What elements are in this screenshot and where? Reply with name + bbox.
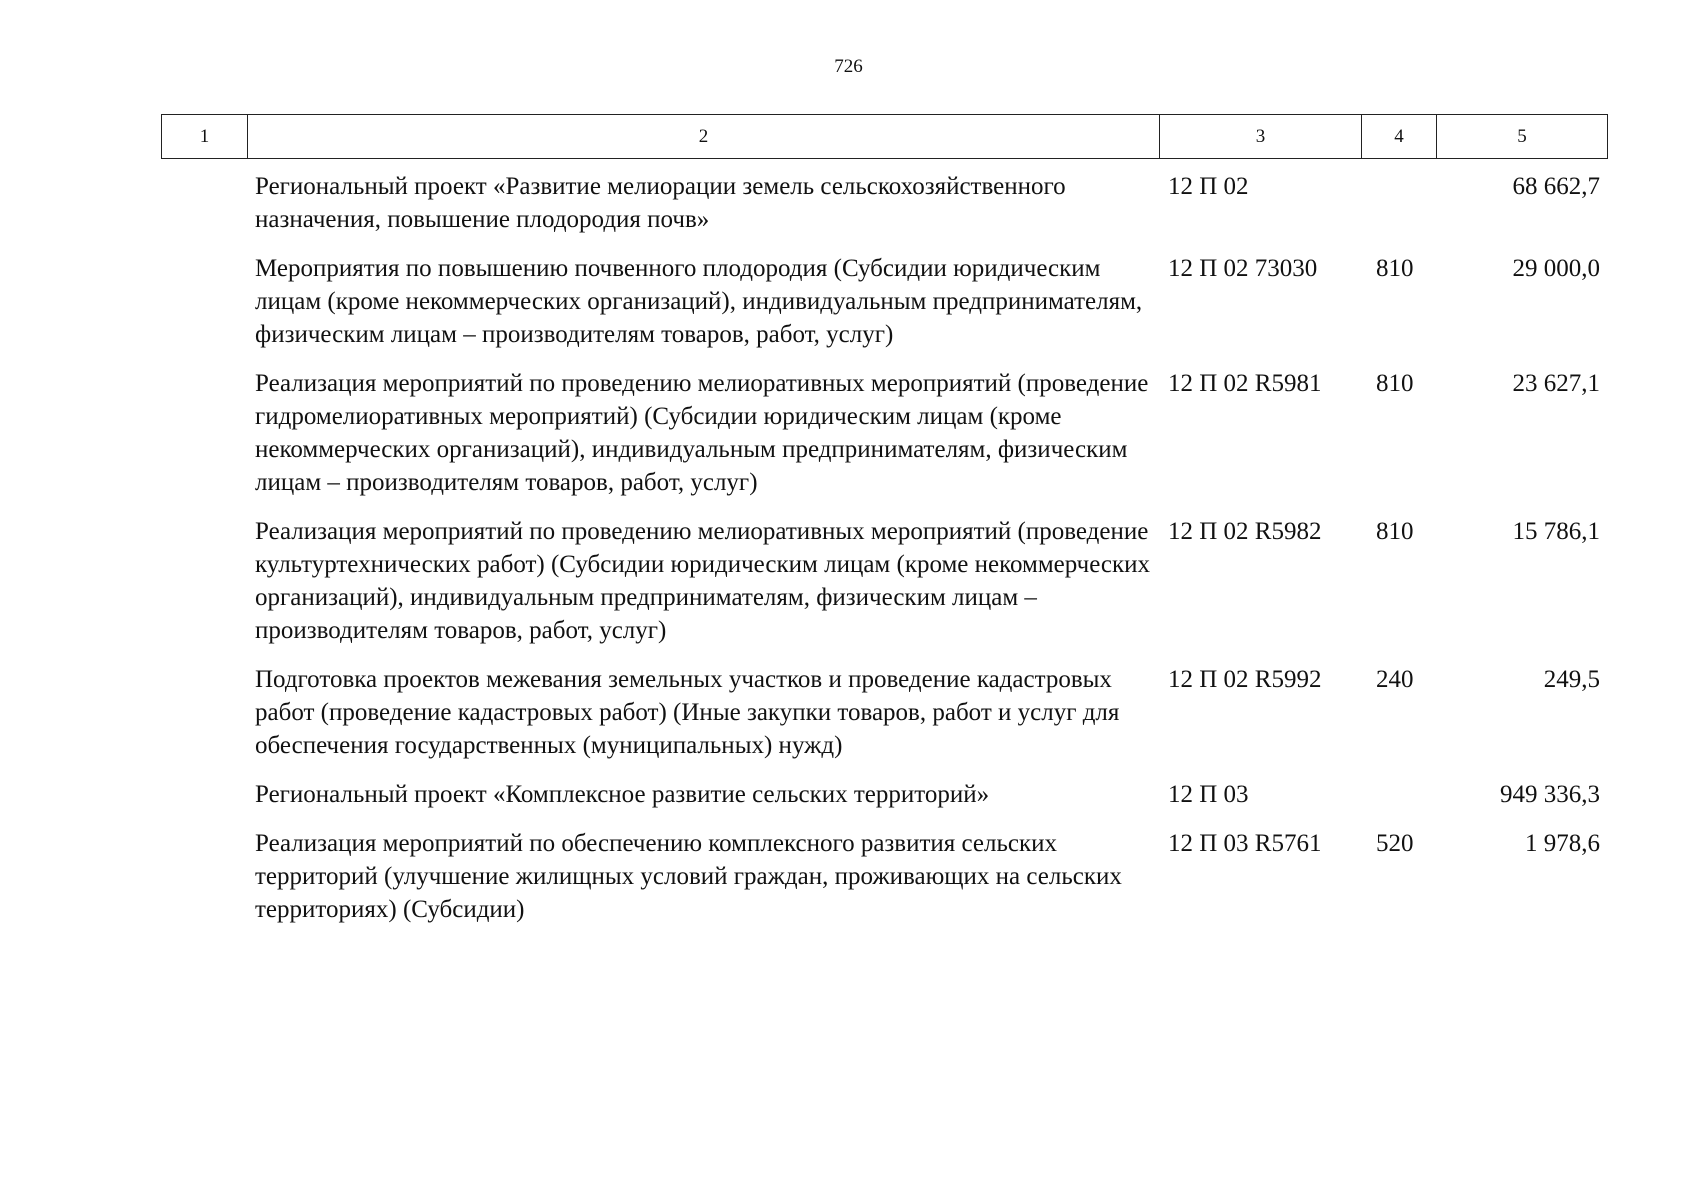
page-number: 726 [834, 56, 863, 77]
row-type: 810 [1376, 518, 1414, 545]
table-row [161, 252, 1608, 351]
row-amount: 23 627,1 [1512, 370, 1600, 397]
header-col-5: 5 [1436, 115, 1608, 158]
row-name: Реализация мероприятий по обеспечению комплексного развития сельских территорий (улучшение жилищных условий граждан, проживающих на сельских территориях) (Субсидии) [255, 830, 1122, 923]
row-name: Региональный проект «Развитие мелиорации земель сельскохозяйственного назначения, повышение плодородия почв» [255, 173, 1066, 233]
row-name: Региональный проект «Комплексное развитие сельских территорий» [255, 781, 990, 808]
row-code: 12 П 02 [1168, 173, 1249, 200]
row-type: 810 [1376, 255, 1414, 282]
row-name: Мероприятия по повышению почвенного плодородия (Субсидии юридическим лицам (кроме некоммерческих организаций), индивидуальным предпринимателям, физическим лицам – производителям товаров, работ, услуг) [255, 255, 1143, 348]
row-amount: 15 786,1 [1512, 518, 1600, 545]
row-code: 12 П 03 [1168, 781, 1249, 808]
table-row [161, 367, 1608, 499]
row-amount: 29 000,0 [1512, 255, 1600, 282]
row-name: Реализация мероприятий по проведению мелиоративных мероприятий (проведение культуртехнических работ) (Субсидии юридическим лицам (кроме некоммерческих организаций), индивидуальным предпринимателям, физическим лицам – производителям товаров, работ, услуг) [255, 518, 1151, 644]
table-body [161, 170, 1608, 942]
row-type: 810 [1376, 370, 1414, 397]
row-code: 12 П 03 R5761 [1168, 830, 1322, 857]
table-row [161, 663, 1608, 762]
row-amount: 949 336,3 [1500, 781, 1600, 808]
header-col-4: 4 [1361, 115, 1436, 158]
row-code: 12 П 02 R5981 [1168, 370, 1322, 397]
table-header [161, 114, 1608, 159]
row-code: 12 П 02 R5992 [1168, 666, 1322, 693]
row-code: 12 П 02 73030 [1168, 255, 1318, 282]
row-type: 520 [1376, 830, 1414, 857]
header-col-3: 3 [1159, 115, 1361, 158]
row-code: 12 П 02 R5982 [1168, 518, 1322, 545]
row-amount: 249,5 [1543, 666, 1600, 693]
row-amount: 68 662,7 [1512, 173, 1600, 200]
row-name: Подготовка проектов межевания земельных участков и проведение кадастровых работ (проведение кадастровых работ) (Иные закупки товаров, работ и услуг для обеспечения государственных (муниципальных) нужд) [255, 666, 1120, 759]
table-row [161, 170, 1608, 236]
table-row [161, 778, 1608, 811]
table-row [161, 515, 1608, 647]
header-col-1: 1 [161, 115, 247, 158]
header-col-2: 2 [247, 115, 1159, 158]
row-type: 240 [1376, 666, 1414, 693]
row-amount: 1 978,6 [1525, 830, 1600, 857]
table-row [161, 827, 1608, 926]
row-name: Реализация мероприятий по проведению мелиоративных мероприятий (проведение гидромелиоративных мероприятий) (Субсидии юридическим лицам (кроме некоммерческих организаций), индивидуальным предпринимателям, физическим лицам – производителям товаров, работ, услуг) [255, 370, 1149, 496]
